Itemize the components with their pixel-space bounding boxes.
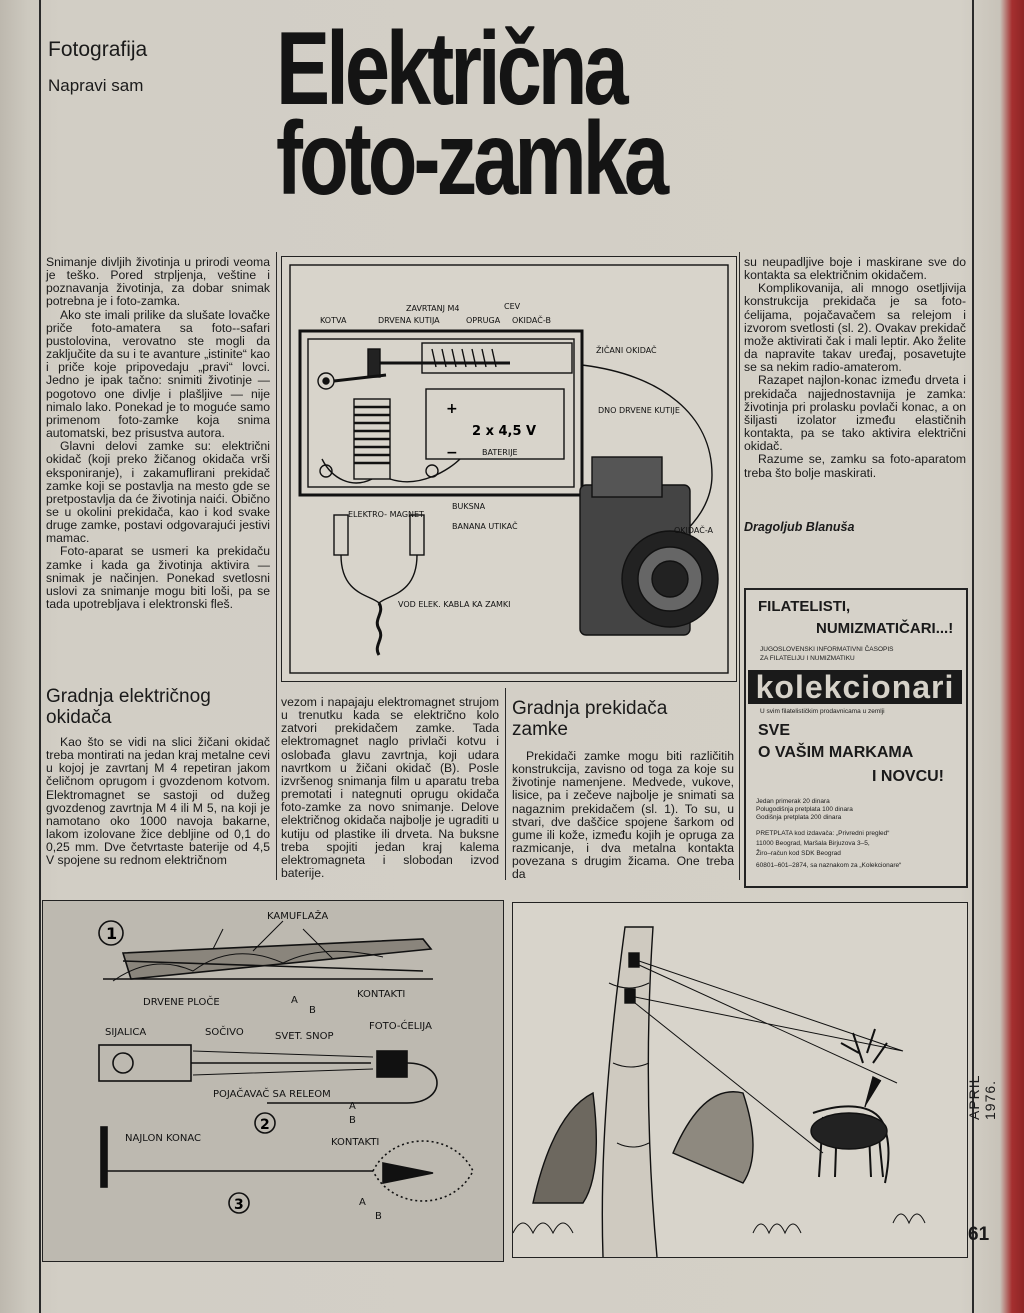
paragraph: Razapet najlon-konac između drveta i prekidača najjednostavnija je zamka: životinja pri prolasku povlači konac, a on šiljasti izolator između elastičnih kontakta, pa se tako aktivira električni okidač. [744,373,966,454]
switch-column [512,750,734,882]
trigger-column-continued [281,696,499,880]
label-a-3: A [359,1197,366,1208]
label-drvene-ploce: DRVENE PLOČE [143,997,220,1008]
label-okidac-a: OKIDAČ-A [674,526,714,535]
advertisement-kolekcionari [744,588,968,888]
diagram-trigger-box [281,256,737,682]
label-minus: − [446,445,458,461]
section-heading-electric-trigger: Gradnja električnog okidača [46,686,211,728]
ad-subscription-3: Žiro–račun kod SDK Beograd [756,850,841,857]
ad-description-2: ZA FILATELIJU I NUMIZMATIKU [760,655,855,662]
section-heading-switch: Gradnja prekidača zamke [512,698,668,740]
label-elektromagnet: ELEKTRO- MAGNET [348,510,424,519]
label-svet-snop: SVET. SNOP [275,1031,334,1042]
illustration-deer-box [512,902,968,1258]
paragraph: Glavni delovi zamke su: električni okidač (koji preko žičanog okidača vrši eksponiranje), i zakamuflirani prekidač zamke koji se postavlja na mesto gde se pretpostavlja da će životinja naići. Obično se u okolini prekidača, kao i kod svake druge zamke, postavi odgovarajući jestivi mamac. [46,439,270,546]
section-subtitle: Napravi sam [48,76,144,95]
page-number: 61 [968,1224,990,1245]
fig-1-number: 1 [106,924,118,943]
column-rule-3 [739,252,740,880]
ad-price-3: Godišnja pretplata 200 dinara [756,814,842,821]
paragraph: vezom i napajaju elektromagnet strujom u trenutku kada se električno kolo zatvori prekidačem zamke. Tada elektromagnet naglo privlači kotvu i oslobađa glavu zavrtnja, koji udara navrtkom u žičani okidač (B). Posle izvršenog snimanja film u aparatu treba premotati i nategnuti oprugu okidača foto-zamke za novo snimanje. Delove električnog okidača najbolje je ugraditi u kutiju od plastike ili drveta. Na buksne treba spojiti jedan kraj kalema elektromagneta i slobodan izvod baterije. [281,695,499,881]
paragraph: Komplikovanija, ali mnogo osetljivija konstrukcija prekidača je sa foto-ćelijama, pojačavačem sa relejom i izvorom svetlosti (sl. 2). Ovakav prekidač može aktivirati čak i mali leptir. Ako želite da napravite takav uređaj, posavetujte se sa nekim radio-amaterom. [744,281,966,375]
paragraph: Snimanje divljih životinja u prirodi veoma je teško. Pored strpljenja, veštine i poznavanja životinja, za dobar snimak potrebna je i foto-zamka. [46,255,270,309]
label-okidac-b: OKIDAČ-B [512,316,551,325]
label-zavrtanj: ZAVRTANJ M4 [406,304,460,313]
trigger-column [46,736,270,868]
label-kontakti-2: KONTAKTI [331,1137,380,1148]
issue-date: APRIL 1976. [966,1075,998,1120]
label-b-2: B [349,1115,356,1126]
label-a-2: A [349,1101,356,1112]
paragraph: Razume se, zamku sa foto-aparatom treba što bolje maskirati. [744,452,966,480]
label-battery-value: 2 x 4,5 V [472,424,537,439]
intro-column [46,256,270,611]
ad-price-2: Polugodišnja pretplata 100 dinara [756,806,853,813]
label-b-3: B [375,1211,382,1222]
label-a-1: A [291,995,298,1006]
paragraph: Foto-aparat se usmeri ka prekidaču zamke i kada ga životinja aktivira — snimak je načinjen. Ponekad svetlosni uslovi za snimanje mogu biti loši, pa se tada upotrebljava i elektronski fleš. [46,544,270,612]
ad-subscription-1: PRETPLATA kod izdavača: „Privredni pregled“ [756,830,890,837]
fig-3-number: 3 [234,1197,244,1213]
paragraph: Prekidači zamke mogu biti različitih konstrukcija, zavisno od toga za koje su životinje namenjene. Medvede, vukove, lisice, pa i zečeve najbolje je snimati sa nagaznim prekidačem (sl. 1). To su, u stvari, dve daščice spojene šarkom od gume ili kože, između kojih je opruga za razmicanje, i dva metalna kontakta povezana s drugim žicama. One treba da [512,749,734,882]
label-najlon-konac: NAJLON KONAC [125,1133,202,1144]
ad-logo: kolekcionari [748,670,962,704]
author-byline: Dragoljub Blanuša [744,520,855,534]
deer-illustration [513,903,967,1257]
switches-diagram [43,901,503,1261]
ad-headline-1: FILATELISTI, [758,598,851,615]
label-zicani-okidac: ŽIČANI OKIDAČ [596,346,657,355]
label-sijalica: SIJALICA [105,1027,147,1038]
article-title-line2: foto-zamka [276,101,666,217]
article-title [276,11,666,217]
label-opruga: OPRUGA [466,316,501,325]
right-column [744,256,966,480]
section-title: Fotografija [48,38,148,61]
paragraph: su neupadljive boje i maskirane sve do kontakta sa električnim okidačem. [744,255,966,283]
paragraph: Ako ste imali prilike da slušate lovačke priče foto-amatera sa foto--safari pustolovina, verovatno ste mogli da zaključite da su i te avanture „istinite“ kao i priče koje pripovedaju „pravi“ lovci. Jedno je ipak tačno: snimiti životinje — pogotovo one divlje i plašljive — nije nimalo lako. Ponekad je to moguće samo primenom foto-zamke koja snima automatski, bez prisustva autora. [46,307,270,441]
label-buksna: BUKSNA [452,502,486,511]
label-kamuflaza: KAMUFLAŽA [267,911,329,922]
label-drvena-kutija: DRVENA KUTIJA [378,316,440,325]
ad-description-1: JUGOSLOVENSKI INFORMATIVNI ČASOPIS [760,646,894,653]
ad-o-vasim: O VAŠIM MARKAMA [758,744,914,761]
paragraph: Kao što se vidi na slici žičani okidač treba montirati na jedan kraj metalne cevi u kojoj je zavrtanj M 4 repetiran jakom čeličnom oprugom i gvozdenom kotvom. Elektromagnet se sastoji od dužeg gvozdenog zavrtnja M 4 ili M 5, na koji je namotano oko 1000 navoja bakarne, lakom izolovane žice debljine od 0,1 do 0,25 mm. Dve četvrtaste baterije od 4,5 V spojene su rednom električnom [46,735,270,868]
column-rule-2 [505,688,506,880]
ad-price-1: Jedan primerak 20 dinara [756,798,830,805]
ad-headline-2: NUMIZMATIČARI...! [816,620,954,637]
column-rule-1 [276,252,277,880]
ad-availability: U svim filatelističkim prodavnicama u zemlji [760,708,885,715]
fig-2-number: 2 [260,1117,270,1133]
trigger-diagram [282,257,736,681]
diagram-switches-box [42,900,504,1262]
left-margin-rule [39,0,41,1313]
label-vod: VOD ELEK. KABLA KA ZAMKI [398,600,511,609]
label-socivo: SOČIVO [205,1027,244,1038]
label-banana: BANANA UTIKAČ [452,522,518,531]
label-cev: CEV [504,302,521,311]
ad-novcu: I NOVCU! [872,768,944,785]
label-plus: + [446,401,458,417]
label-foto-celija: FOTO-ĆELIJA [369,1021,432,1032]
label-baterije: BATERIJE [482,448,518,457]
label-kontakti-1: KONTAKTI [357,989,406,1000]
label-dno: DNO DRVENE KUTIJE [598,406,680,415]
label-kotva: KOTVA [320,316,347,325]
label-pojacavac: POJAČAVAČ SA RELEOM [213,1089,331,1100]
ad-subscription-4: 60801–601–2874, sa naznakom za „Kolekcionare“ [756,862,902,869]
label-b-1: B [309,1005,316,1016]
ad-sve: SVE [758,722,791,739]
ad-subscription-2: 11000 Beograd, Maršala Birjuzova 3–5, [756,840,870,847]
article-title-line1: Električna [276,11,625,127]
